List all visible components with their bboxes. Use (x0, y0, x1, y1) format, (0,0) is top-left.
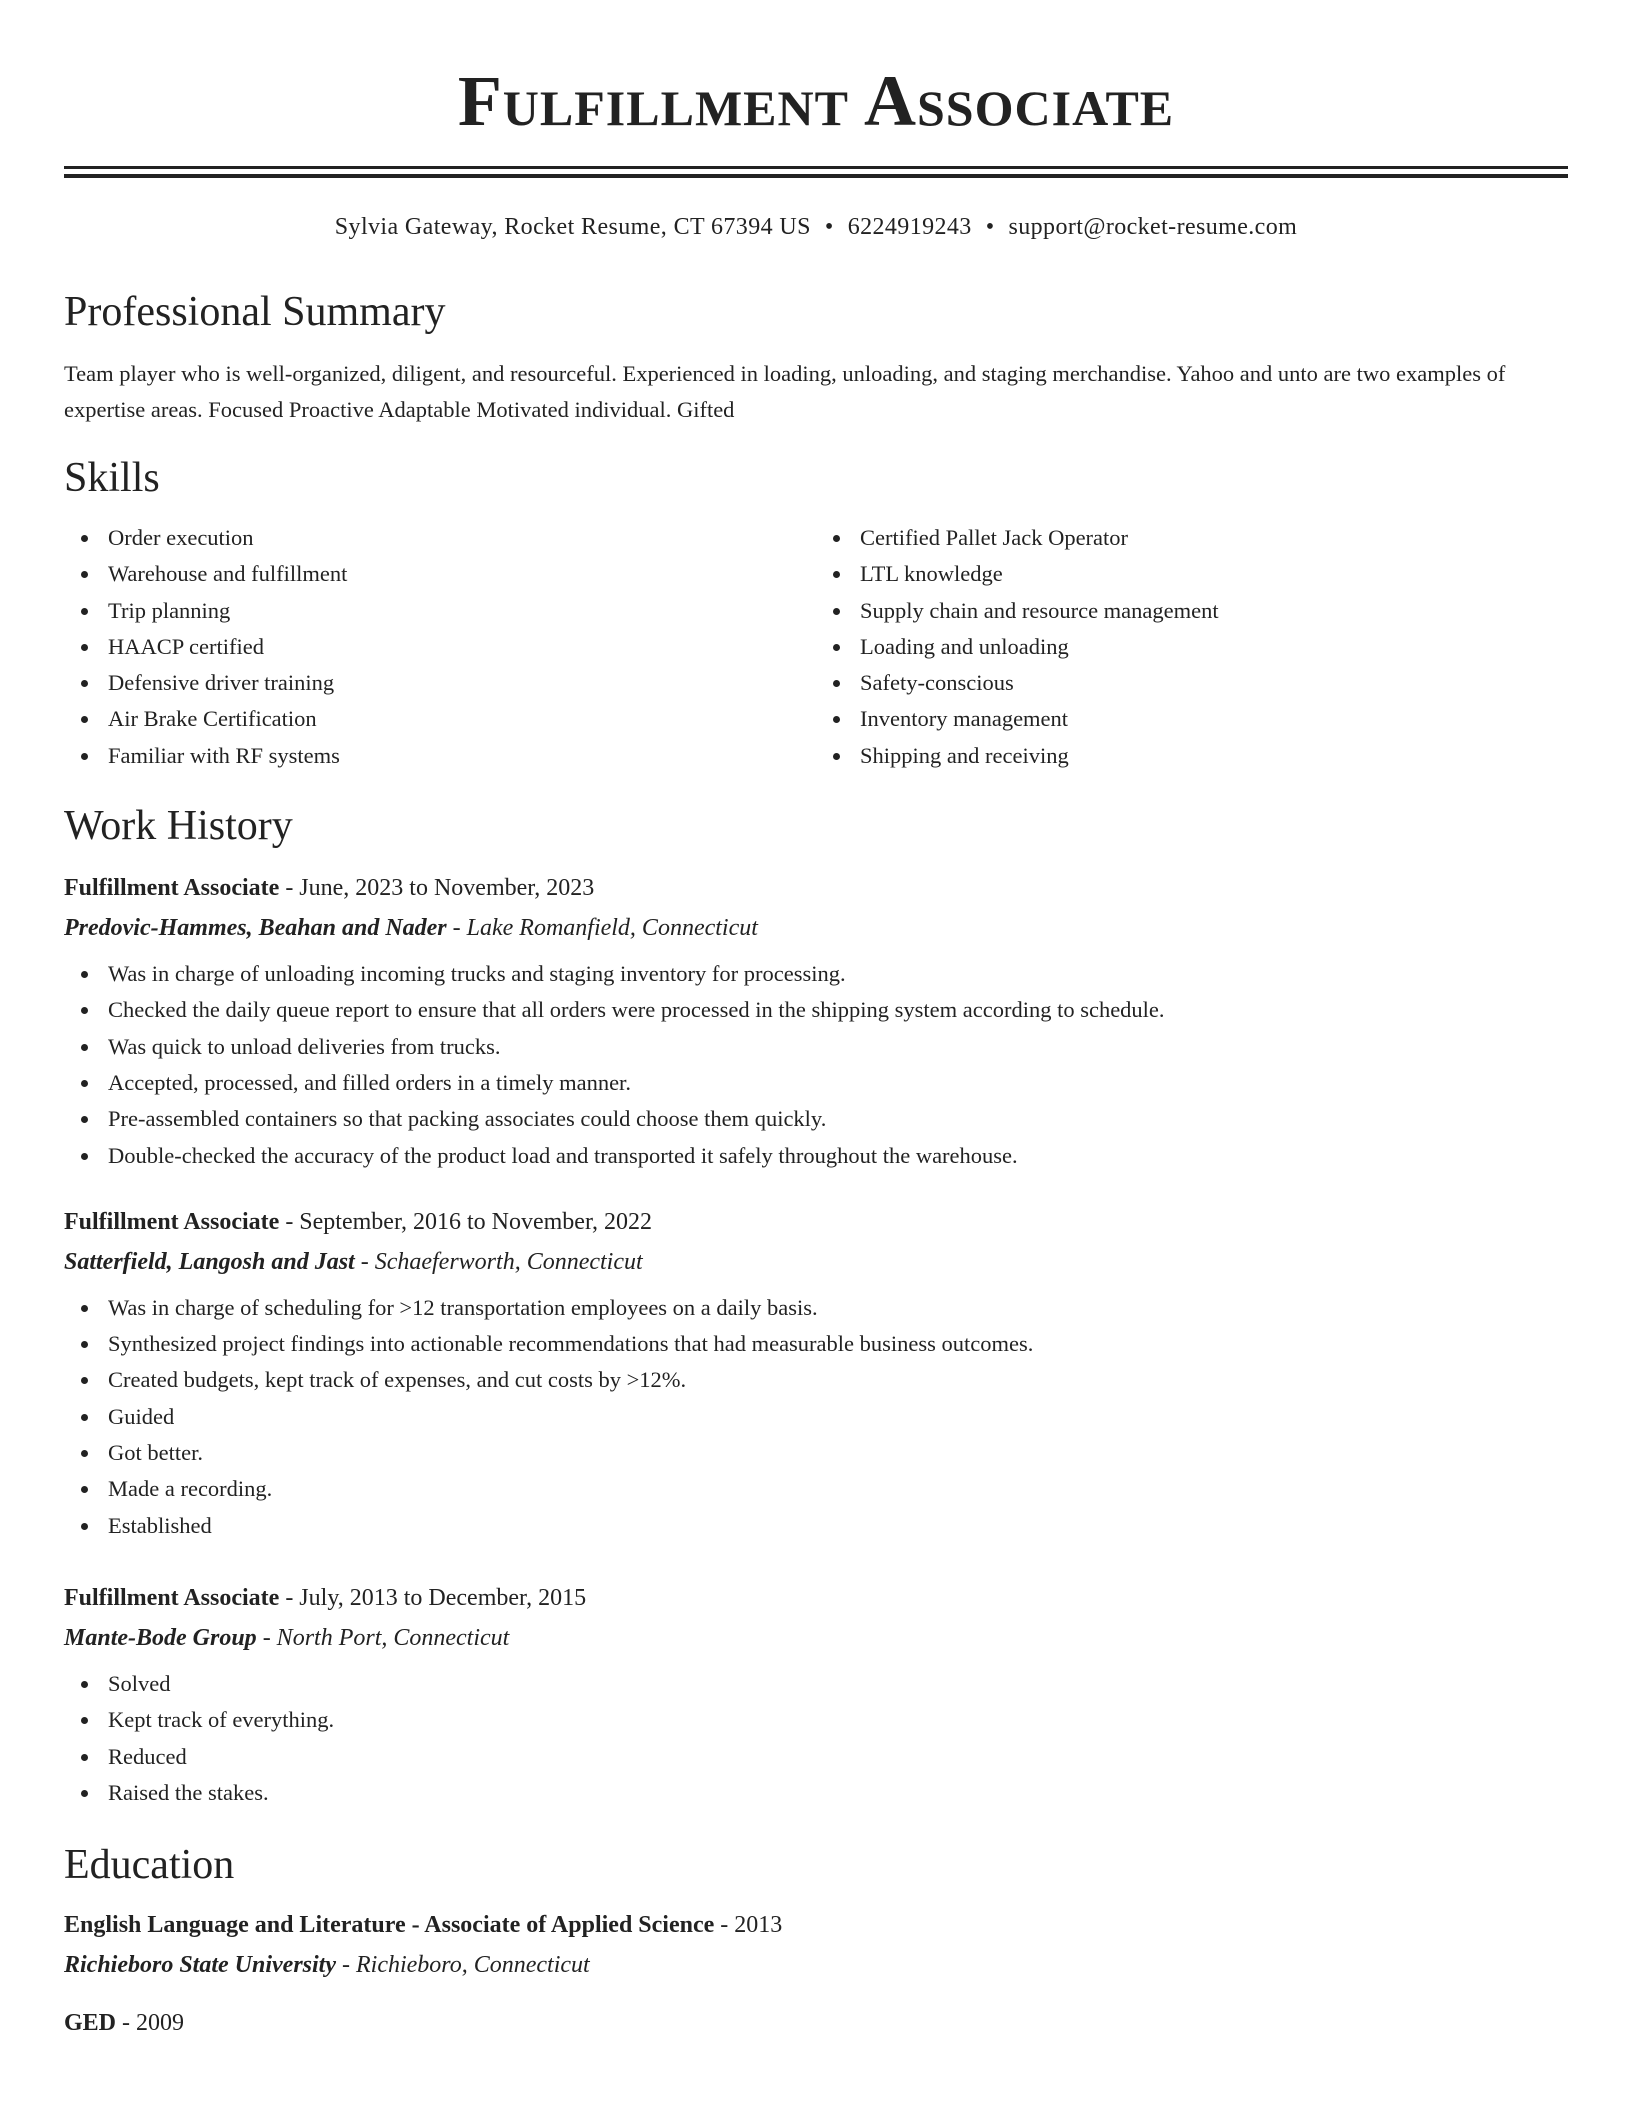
job-title: Fulfillment Associate (64, 875, 280, 902)
job-company: Mante-Bode Group (64, 1624, 257, 1651)
job-title-line (64, 1206, 1568, 1238)
job-bullet: Established (108, 1508, 1568, 1544)
education-year: - 2013 (714, 1912, 783, 1939)
job-bullets (64, 1666, 1568, 1811)
job-bullet: Checked the daily queue report to ensure that all orders were processed in the shipping system according to schedule. (108, 992, 1568, 1028)
skills-list-right (816, 520, 1568, 774)
skill-item: Inventory management (860, 701, 1568, 737)
contact-email: support@rocket-resume.com (1008, 214, 1298, 240)
job-bullet: Was quick to unload deliveries from trucks. (108, 1029, 1568, 1065)
title-rule-thin (64, 166, 1568, 169)
skill-item: Shipping and receiving (860, 738, 1568, 774)
education-entry (64, 2007, 1568, 2039)
skill-item: Trip planning (108, 593, 816, 629)
education-degree: GED (64, 2010, 117, 2037)
job-company: Satterfield, Langosh and Jast (64, 1248, 355, 1275)
job-bullet: Made a recording. (108, 1471, 1568, 1507)
education-entry (64, 1909, 1568, 1981)
job-dates: - July, 2013 to December, 2015 (279, 1584, 587, 1611)
job-bullet: Reduced (108, 1739, 1568, 1775)
education-degree-line (64, 1909, 1568, 1941)
job-dates: - June, 2023 to November, 2023 (279, 875, 595, 902)
job-entry (64, 1582, 1568, 1811)
title-rule-thick (64, 174, 1568, 178)
job-bullet: Kept track of everything. (108, 1702, 1568, 1738)
contact-line (64, 212, 1568, 242)
skill-item: Warehouse and fulfillment (108, 556, 816, 592)
skill-item: Certified Pallet Jack Operator (860, 520, 1568, 556)
skill-item: Safety-conscious (860, 665, 1568, 701)
education-year: - 2009 (116, 2010, 185, 2037)
skill-item: HAACP certified (108, 629, 816, 665)
job-title-line (64, 1582, 1568, 1614)
education-degree: English Language and Literature - Associate of Applied Science (64, 1912, 715, 1939)
work-history-heading: Work History (64, 803, 293, 850)
job-bullet: Double-checked the accuracy of the product load and transported it safely throughout the warehouse. (108, 1138, 1568, 1174)
job-title-line (64, 872, 1568, 904)
job-bullet: Got better. (108, 1435, 1568, 1471)
skill-item: Air Brake Certification (108, 701, 816, 737)
job-bullet: Was in charge of unloading incoming trucks and staging inventory for processing. (108, 956, 1568, 992)
job-bullet: Pre-assembled containers so that packing associates could choose them quickly. (108, 1101, 1568, 1137)
summary-text: Team player who is well-organized, diligent, and resourceful. Experienced in loading, unloading, and staging merchandise. Yahoo and unto are two examples of expertise areas. Focused Proactive Adaptable Motivated individual. Gifted (64, 361, 1506, 422)
job-location: - Schaeferworth, Connecticut (354, 1248, 643, 1275)
skills-columns (64, 520, 1568, 774)
job-title: Fulfillment Associate (64, 1208, 280, 1235)
contact-separator: • (824, 214, 834, 240)
job-bullets (64, 956, 1568, 1174)
job-bullets (64, 1290, 1568, 1544)
education-heading: Education (64, 1842, 235, 1889)
job-dates: - September, 2016 to November, 2022 (279, 1208, 652, 1235)
education-school: Richieboro State University (64, 1952, 336, 1979)
skills-list-left (64, 520, 816, 774)
job-bullet: Was in charge of scheduling for >12 transportation employees on a daily basis. (108, 1290, 1568, 1326)
skills-heading: Skills (64, 455, 160, 501)
job-bullet: Solved (108, 1666, 1568, 1702)
job-bullet: Raised the stakes. (108, 1775, 1568, 1811)
resume-title: Fulfillment Associate (457, 61, 1175, 141)
job-entry (64, 872, 1568, 1174)
job-bullet: Created budgets, kept track of expenses, and cut costs by >12%. (108, 1362, 1568, 1398)
resume-page (64, 0, 1568, 2039)
skill-item: Familiar with RF systems (108, 738, 816, 774)
skill-item: Defensive driver training (108, 665, 816, 701)
job-bullet: Synthesized project findings into actionable recommendations that had measurable business outcomes. (108, 1326, 1568, 1362)
job-location: - Lake Romanfield, Connecticut (446, 915, 758, 942)
education-school-line (64, 1949, 1568, 1981)
skill-item: Loading and unloading (860, 629, 1568, 665)
job-company-line (64, 1246, 1568, 1278)
job-entry (64, 1206, 1568, 1544)
education-degree-line (64, 2007, 1568, 2039)
job-company-line (64, 1622, 1568, 1654)
job-bullet: Guided (108, 1399, 1568, 1435)
job-location: - North Port, Connecticut (256, 1624, 510, 1651)
job-company: Predovic-Hammes, Beahan and Nader (64, 915, 447, 942)
skill-item: Supply chain and resource management (860, 593, 1568, 629)
skill-item: Order execution (108, 520, 816, 556)
contact-phone: 6224919243 (847, 214, 972, 240)
job-title: Fulfillment Associate (64, 1584, 280, 1611)
job-bullet: Accepted, processed, and filled orders in a timely manner. (108, 1065, 1568, 1101)
summary-heading: Professional Summary (64, 289, 446, 335)
job-company-line (64, 912, 1568, 944)
skill-item: LTL knowledge (860, 556, 1568, 592)
contact-separator: • (985, 214, 995, 240)
education-location: - Richieboro, Connecticut (336, 1952, 590, 1979)
contact-address: Sylvia Gateway, Rocket Resume, CT 67394 US (334, 214, 811, 240)
